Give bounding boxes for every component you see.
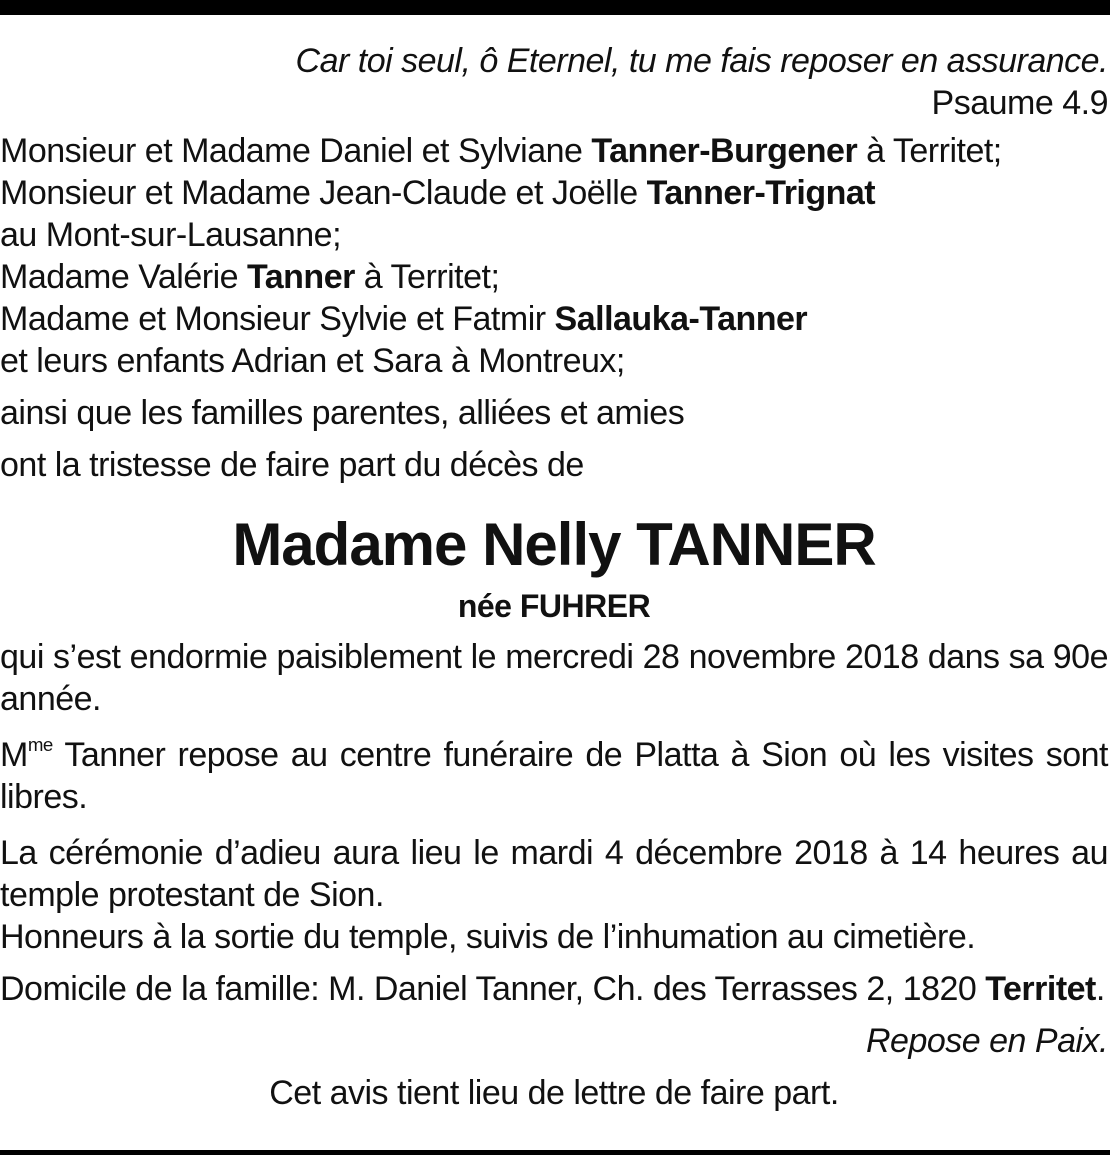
- family-line-5: Madame et Monsieur Sylvie et Fatmir Sallauka-Tanner: [0, 300, 808, 338]
- ceremony-text: La cérémonie d’adieu aura lieu le mardi 4 décembre 2018 à 14 heures au temple protestant de Sion.: [0, 834, 1108, 914]
- family-list: [0, 130, 1108, 382]
- announcement-line: ont la tristesse de faire part du décès de: [0, 446, 584, 484]
- relatives-line: ainsi que les familles parentes, alliées et amies: [0, 394, 685, 432]
- closing-text: Repose en Paix.: [866, 1022, 1108, 1060]
- domicile-text: Domicile de la famille: M. Daniel Tanner, Ch. des Terrasses 2, 1820 Territet.: [0, 970, 1105, 1008]
- honours-text: Honneurs à la sortie du temple, suivis de l’inhumation au cimetière.: [0, 918, 976, 956]
- obituary-notice: [0, 40, 1108, 1114]
- deceased-maiden-name: née FUHRER: [457, 588, 651, 624]
- epigraph-reference: Psaume 4.9: [931, 84, 1108, 122]
- family-line-4: Madame Valérie Tanner à Territet;: [0, 258, 500, 296]
- deceased-name: Madame Nelly TANNER: [232, 511, 876, 578]
- epigraph-quote: Car toi seul, ô Eternel, tu me fais reposer en assurance.: [295, 42, 1108, 80]
- family-line-6: et leurs enfants Adrian et Sara à Montreux;: [0, 342, 625, 380]
- family-line-2: Monsieur et Madame Jean-Claude et Joëlle Tanner-Trignat: [0, 174, 876, 212]
- top-rule: [0, 0, 1110, 15]
- bottom-rule: [0, 1150, 1110, 1155]
- family-line-3: au Mont-sur-Lausanne;: [0, 216, 342, 254]
- family-line-1: Monsieur et Madame Daniel et Sylviane Tanner-Burgener à Territet;: [0, 132, 1002, 170]
- repose-text: $M^{me}$ Tanner repose au centre funéraire de Platta à Sion où les visites sont libres.: [0, 734, 1108, 816]
- passing-text: qui s’est endormie paisiblement le mercredi 28 novembre 2018 dans sa 90e année.: [0, 638, 1108, 718]
- notice-text: Cet avis tient lieu de lettre de faire part.: [269, 1074, 839, 1112]
